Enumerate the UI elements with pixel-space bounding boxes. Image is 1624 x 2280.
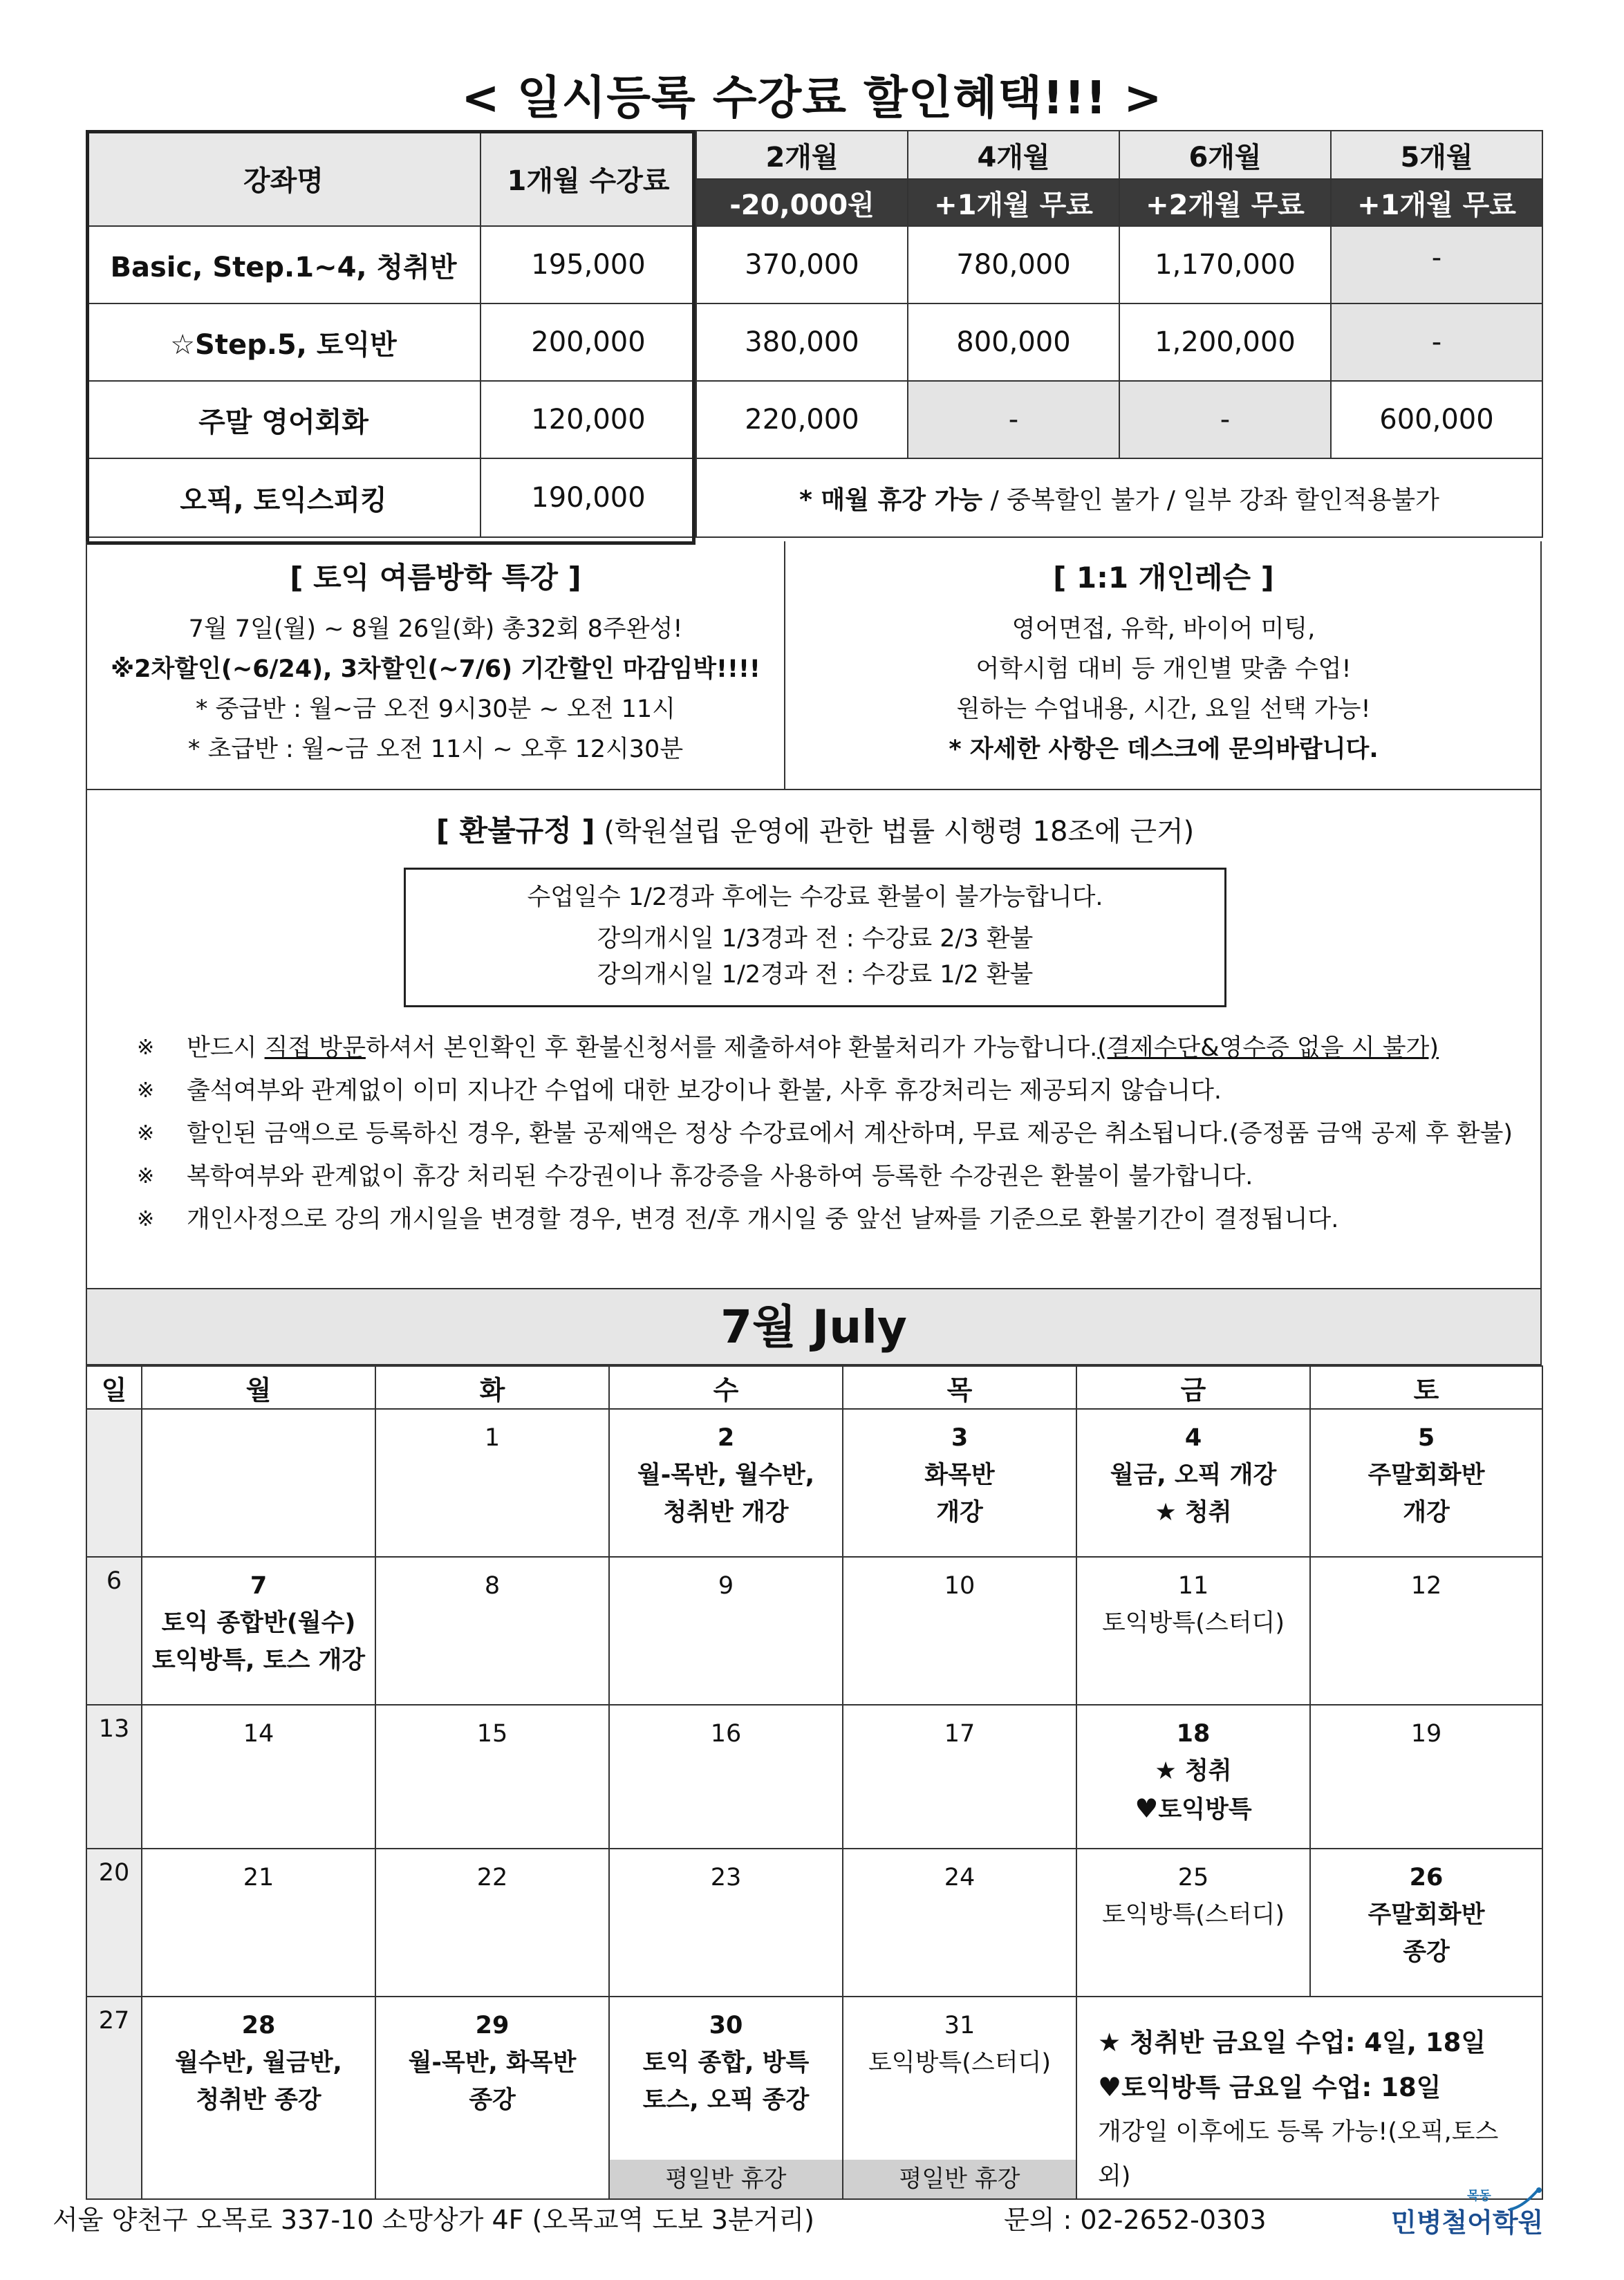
price-cell: 200,000 [480, 303, 696, 381]
calendar-note-line: ★ 청취반 금요일 수업: 4일, 18일 [1098, 2028, 1486, 2057]
header-benefit: +1개월 무료 [908, 179, 1119, 226]
refund-policy-section [86, 789, 1542, 1289]
weekday-label: 화 [375, 1366, 609, 1409]
day-event: 월-목반, 화목반 [408, 2049, 577, 2077]
private-line: 영어면접, 유학, 바이어 미팅, [1011, 615, 1316, 643]
day-number: 11 [1177, 1572, 1209, 1600]
day-number: 13 [98, 1715, 130, 1743]
day-number: 4 [1184, 1424, 1202, 1452]
weekday-label: 토 [1310, 1366, 1542, 1409]
day-event: ★ 청취 [1155, 1757, 1232, 1785]
price-cell: 220,000 [696, 381, 908, 458]
weekday-label: 일 [86, 1366, 142, 1409]
calendar-day [86, 1849, 142, 1997]
calendar-day [1310, 1557, 1542, 1705]
calendar-day [375, 1557, 609, 1705]
day-number: 12 [1410, 1572, 1442, 1600]
header-period: 2개월 [696, 131, 908, 179]
calendar-day [609, 1849, 843, 1997]
private-lesson [785, 541, 1542, 789]
day-number: 1 [484, 1424, 501, 1452]
private-line: * 자세한 사항은 데스크에 문의바랍니다. [949, 736, 1379, 763]
calendar-week [86, 1557, 1542, 1705]
calendar-day [1310, 1705, 1542, 1849]
day-event: 토익방특(스터디) [1102, 1901, 1285, 1929]
calendar-day [843, 1997, 1076, 2199]
reference-mark: ※ [137, 1078, 155, 1103]
price-cell: 1,200,000 [1119, 303, 1331, 381]
weekday-label: 수 [609, 1366, 843, 1409]
day-event: 토익방특(스터디) [868, 2049, 1051, 2077]
holiday-banner: 평일반 휴강 [843, 2160, 1076, 2198]
day-number: 2 [717, 1424, 735, 1452]
private-line: 어학시험 대비 등 개인별 맞춤 수업! [976, 655, 1352, 683]
holiday-banner: 평일반 휴강 [610, 2160, 842, 2198]
calendar-day [609, 1409, 843, 1557]
calendar-day [609, 1997, 843, 2199]
calendar-day [843, 1557, 1076, 1705]
rule-text: 반드시 [187, 1034, 265, 1062]
day-number: 20 [98, 1859, 130, 1887]
calendar-day [86, 1705, 142, 1849]
calendar-grid [86, 1365, 1543, 2200]
list-item [137, 1198, 1520, 1241]
footer-address: 서울 양천구 오목로 337-10 소망상가 4F (오목교역 도보 3분거리) [53, 2205, 814, 2235]
refund-box-line: 수업일수 1/2경과 후에는 수강료 환불이 불가능합니다. [527, 884, 1103, 911]
logo-main-text: 민병철어학원 [1391, 2207, 1544, 2238]
reference-mark: ※ [137, 1207, 155, 1231]
header-period: 5개월 [1331, 131, 1542, 179]
calendar-note-line [1098, 2065, 1531, 2110]
calendar-week [86, 1705, 1542, 1849]
calendar-day [86, 1997, 142, 2199]
course-name: ☆Step.5, 토익반 [86, 303, 480, 381]
calendar-day [375, 1997, 609, 2199]
reference-mark: ※ [137, 1036, 155, 1060]
price-cell: - [1119, 381, 1331, 458]
price-cell: 780,000 [908, 226, 1119, 303]
july-calendar [86, 1289, 1542, 2200]
private-title: [ 1:1 개인레슨 ] [1053, 561, 1274, 595]
calendar-day [1310, 1409, 1542, 1557]
calendar-day [142, 1409, 375, 1557]
day-event: 청취반 종강 [196, 2086, 321, 2114]
price-cell: 1,170,000 [1119, 226, 1331, 303]
calendar-week [86, 1997, 1542, 2199]
course-name: Basic, Step.1~4, 청취반 [86, 226, 480, 303]
list-item [137, 1112, 1520, 1155]
special-courses-section [86, 541, 1542, 790]
day-number: 18 [1176, 1720, 1211, 1748]
rule-text-underlined: (결제수단&영수증 없을 시 불가) [1097, 1034, 1439, 1062]
calendar-day [1076, 1557, 1310, 1705]
calendar-day [609, 1557, 843, 1705]
price-table-section [86, 130, 1542, 545]
day-number: 19 [1410, 1720, 1442, 1748]
logo-small-text: 목동 [1467, 2189, 1491, 2203]
day-number: 26 [1409, 1864, 1444, 1891]
rule-text: 할인된 금액으로 등록하신 경우, 환불 공제액은 정상 수강료에서 계산하며, 무료 제공은 취소됩니다.(증정품 금액 공제 후 환불) [187, 1120, 1513, 1148]
day-event: 토익방특, 토스 개강 [151, 1647, 366, 1674]
refund-title-note: (학원설립 운영에 관한 법률 시행령 18조에 근거) [595, 816, 1195, 848]
calendar-note-text: 토익방특 금요일 수업: 18일 [1121, 2073, 1441, 2102]
summer-title: [ 토익 여름방학 특강 ] [290, 561, 581, 595]
header-benefit: -20,000원 [696, 179, 908, 226]
day-event: 주말회화반 [1368, 1901, 1485, 1929]
refund-title [87, 808, 1543, 850]
day-event: 월-목반, 월수반, [637, 1461, 815, 1489]
day-event: 화목반 [924, 1461, 995, 1489]
day-number: 3 [951, 1424, 969, 1452]
price-cell: - [908, 381, 1119, 458]
table-row [86, 458, 1542, 537]
table-row [86, 381, 1542, 458]
logo-swoosh-icon [1509, 2186, 1543, 2214]
day-event: 종강 [1403, 1938, 1450, 1966]
header-benefit: +2개월 무료 [1119, 179, 1331, 226]
day-event: 개강 [936, 1499, 983, 1526]
list-item [137, 1069, 1520, 1112]
price-cell: 370,000 [696, 226, 908, 303]
day-number: 29 [475, 2012, 510, 2039]
day-event: 주말회화반 [1368, 1461, 1485, 1489]
calendar-day [142, 1997, 375, 2199]
day-event [1077, 1790, 1309, 1829]
day-number: 23 [710, 1864, 742, 1891]
day-number: 9 [718, 1572, 734, 1600]
course-name: 오픽, 토익스피킹 [86, 458, 480, 537]
calendar-week [86, 1849, 1542, 1997]
day-event-text: 토익방특 [1158, 1796, 1252, 1824]
calendar-day [375, 1705, 609, 1849]
weekday-label: 목 [843, 1366, 1076, 1409]
price-cell: - [1331, 303, 1542, 381]
refund-summary-box [404, 868, 1226, 1007]
footer-phone: 문의 : 02-2652-0303 [1004, 2205, 1267, 2235]
heart-icon: ♥ [1135, 1793, 1159, 1824]
calendar-day [375, 1409, 609, 1557]
day-event: 종강 [469, 2086, 516, 2114]
day-number: 14 [243, 1720, 274, 1748]
calendar-day [843, 1409, 1076, 1557]
weekday-label: 월 [142, 1366, 375, 1409]
refund-box-line: 강의개시일 1/3경과 전 : 수강료 2/3 환불 [597, 925, 1034, 953]
summer-line: * 초급반 : 월~금 오전 11시 ~ 오후 12시30분 [187, 736, 684, 763]
summer-special [87, 541, 785, 789]
day-number: 21 [243, 1864, 274, 1891]
calendar-day [142, 1849, 375, 1997]
day-number: 10 [944, 1572, 976, 1600]
price-cell: 600,000 [1331, 381, 1542, 458]
refund-title-text: [ 환불규정 ] [436, 814, 595, 848]
heart-icon: ♥ [1098, 2072, 1122, 2102]
calendar-day [142, 1705, 375, 1849]
day-number: 24 [944, 1864, 976, 1891]
table-row [86, 303, 1542, 381]
day-number: 8 [484, 1572, 501, 1600]
day-event: 월금, 오픽 개강 [1110, 1461, 1277, 1489]
day-event: 청취반 개강 [663, 1499, 789, 1526]
calendar-day [375, 1849, 609, 1997]
list-item [137, 1027, 1520, 1069]
day-number: 27 [98, 2007, 130, 2035]
page-title: < 일시등록 수강료 할인혜택!!! > [461, 71, 1163, 124]
header-course: 강좌명 [86, 131, 480, 226]
calendar-day [86, 1409, 142, 1557]
day-event: 토익방특(스터디) [1102, 1609, 1285, 1637]
weekday-label: 금 [1076, 1366, 1310, 1409]
day-event: 개강 [1403, 1499, 1450, 1526]
academy-logo [1391, 2186, 1550, 2238]
calendar-day [843, 1849, 1076, 1997]
price-table [86, 130, 1543, 538]
price-note-rest: / 중복할인 불가 / 일부 강좌 할인적용불가 [982, 485, 1439, 514]
day-number: 31 [944, 2012, 976, 2039]
price-cell: 380,000 [696, 303, 908, 381]
day-number: 6 [106, 1567, 122, 1595]
summer-line: ※2차할인(~6/24), 3차할인(~7/6) 기간할인 마감임박!!!! [111, 655, 760, 683]
calendar-title: 7월 July [86, 1289, 1542, 1365]
day-number: 5 [1417, 1424, 1435, 1452]
day-event: ★ 청취 [1155, 1499, 1232, 1526]
refund-box-line: 강의개시일 1/2경과 전 : 수강료 1/2 환불 [597, 961, 1034, 989]
header-period: 4개월 [908, 131, 1119, 179]
calendar-day [1076, 1705, 1310, 1849]
refund-rules-list [137, 1027, 1520, 1241]
rule-text: 출석여부와 관계없이 이미 지나간 수업에 대한 보강이나 환불, 사후 휴강처리는 제공되지 않습니다. [187, 1077, 1222, 1105]
header-period: 6개월 [1119, 131, 1331, 179]
day-event: 토익 종합반(월수) [161, 1609, 356, 1637]
price-cell: 190,000 [480, 458, 696, 537]
rule-text: 하셔서 본인확인 후 환불신청서를 제출하셔야 환불처리가 가능합니다. [365, 1034, 1098, 1062]
day-number: 22 [476, 1864, 508, 1891]
day-number: 28 [241, 2012, 276, 2039]
summer-line: * 중급반 : 월~금 오전 9시30분 ~ 오전 11시 [195, 695, 675, 723]
day-number: 30 [709, 2012, 743, 2039]
calendar-note [1076, 1997, 1542, 2199]
day-event: 토스, 오픽 종강 [642, 2086, 810, 2114]
reference-mark: ※ [137, 1121, 155, 1146]
calendar-day [86, 1557, 142, 1705]
price-cell: 120,000 [480, 381, 696, 458]
calendar-day [1076, 1409, 1310, 1557]
calendar-day [843, 1705, 1076, 1849]
price-cell: 800,000 [908, 303, 1119, 381]
price-note-bold: * 매월 휴강 가능 [799, 485, 983, 514]
rule-text: 개인사정으로 강의 개시일을 변경할 경우, 변경 전/후 개시일 중 앞선 날짜를 기준으로 환불기간이 결정됩니다. [187, 1206, 1339, 1233]
calendar-day [609, 1705, 843, 1849]
day-number: 25 [1177, 1864, 1209, 1891]
header-benefit: +1개월 무료 [1331, 179, 1542, 226]
course-name: 주말 영어회화 [86, 381, 480, 458]
day-number: 15 [476, 1720, 508, 1748]
day-number: 17 [944, 1720, 976, 1748]
reference-mark: ※ [137, 1164, 155, 1188]
price-note [696, 458, 1542, 537]
calendar-day [1310, 1849, 1542, 1997]
table-row [86, 226, 1542, 303]
weekday-header-row [86, 1366, 1542, 1409]
list-item [137, 1155, 1520, 1198]
private-line: 원하는 수업내용, 시간, 요일 선택 가능! [956, 695, 1371, 723]
rule-text-underlined: 직접 방문 [264, 1034, 366, 1062]
calendar-day [1076, 1849, 1310, 1997]
rule-text: 복학여부와 관계없이 휴강 처리된 수강권이나 휴강증을 사용하여 등록한 수강권은 환불이 불가합니다. [187, 1163, 1253, 1190]
day-number: 16 [710, 1720, 742, 1748]
summer-line: 7월 7일(월) ~ 8월 26일(화) 총32회 8주완성! [188, 615, 683, 643]
day-number: 7 [250, 1572, 268, 1600]
price-cell: - [1331, 226, 1542, 303]
day-event: 토익 종합, 방특 [642, 2049, 810, 2077]
calendar-day [142, 1557, 375, 1705]
price-cell: 195,000 [480, 226, 696, 303]
day-event: 월수반, 월금반, [175, 2049, 342, 2077]
header-1month: 1개월 수강료 [480, 131, 696, 226]
calendar-note-line: 개강일 이후에도 등록 가능!(오픽,토스 외) [1098, 2118, 1499, 2190]
calendar-week [86, 1409, 1542, 1557]
